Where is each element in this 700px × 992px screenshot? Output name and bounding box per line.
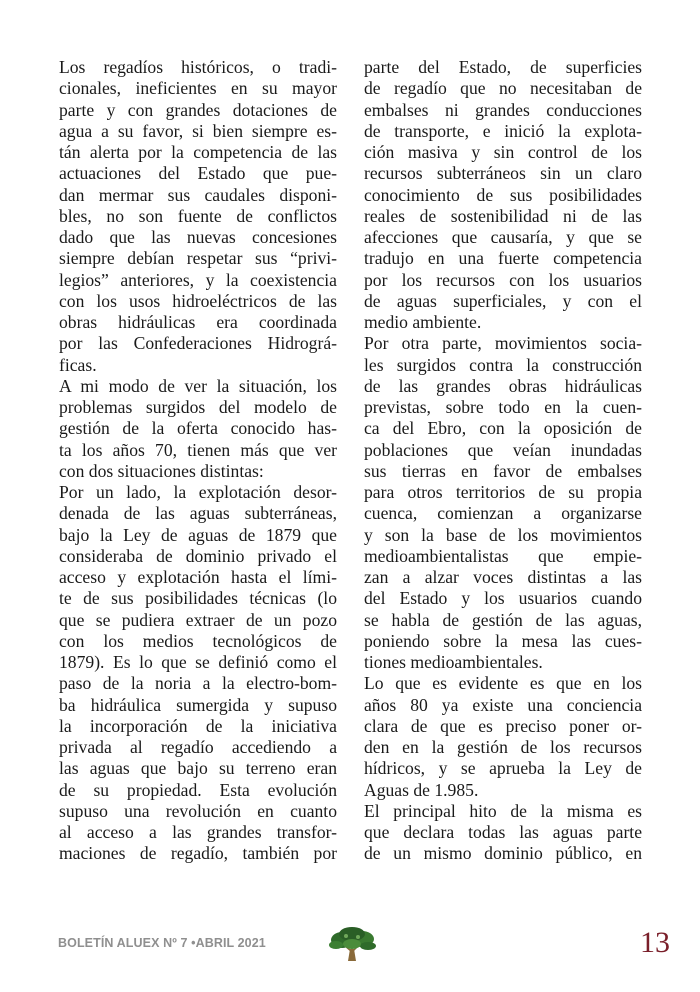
text-line: las aguas que bajo su terreno eran xyxy=(59,758,337,779)
text-line: años 80 ya existe una conciencia xyxy=(364,694,642,715)
text-line: con los usos hidroeléctricos de las xyxy=(59,290,337,311)
text-line: con los medios tecnológicos de xyxy=(59,630,337,651)
text-line: para otros territorios de su propia xyxy=(364,482,642,502)
text-line: de transporte, e inició la explota- xyxy=(364,120,642,141)
text-line: por las Confederaciones Hidrográ- xyxy=(59,333,337,354)
text-line: Aguas de 1.985. xyxy=(364,779,479,800)
text-line: ca del Ebro, con la oposición de xyxy=(364,418,642,439)
text-line: agua a su favor, si bien siempre es- xyxy=(59,120,337,141)
text-line: legios” anteriores, y la coexistencia xyxy=(59,269,337,290)
text-line: parte y con grandes dotaciones de xyxy=(59,99,337,120)
text-line: bajo la Ley de aguas de 1879 que xyxy=(59,524,337,545)
text-line: ta los años 70, tienen más que ver xyxy=(59,439,337,460)
text-line: El principal hito de la misma es xyxy=(364,800,642,821)
text-line: parte del Estado, de superficies xyxy=(364,57,642,77)
text-line: Por otra parte, movimientos socia- xyxy=(364,333,642,354)
text-line: Por un lado, la explotación desor- xyxy=(59,482,337,502)
text-line: poniendo sobre la mesa las cues- xyxy=(364,630,642,651)
text-line: con dos situaciones distintas: xyxy=(59,460,264,481)
text-line: y son la base de los movimientos xyxy=(364,524,642,545)
text-line: ba hidráulica sumergida y supuso xyxy=(59,694,337,715)
text-line: supuso una revolución en cuanto xyxy=(59,800,337,821)
text-line: de regadío que no necesitaban de xyxy=(364,78,642,99)
text-line: les surgidos contra la construcción xyxy=(364,354,642,375)
text-line: privada al regadío accediendo a xyxy=(59,737,337,757)
text-line: tradujo en una fuerte competencia xyxy=(364,248,642,269)
text-line: previstas, sobre todo en la cuen- xyxy=(364,397,642,417)
text-line: reales de sostenibilidad ni de las xyxy=(364,205,642,226)
text-line: del Estado y los usuarios cuando xyxy=(364,588,642,609)
text-line: de su propiedad. Esta evolución xyxy=(59,779,337,800)
text-line: conocimiento de sus posibilidades xyxy=(364,184,642,205)
tree-icon xyxy=(324,925,380,963)
text-line: paso de la noria a la electro-bom- xyxy=(59,673,337,694)
text-line: sus tierras en favor de embalses xyxy=(364,460,642,481)
text-line: embalses ni grandes conducciones xyxy=(364,99,642,120)
text-line: la incorporación de la iniciativa xyxy=(59,715,337,736)
text-line: Lo que es evidente es que en los xyxy=(364,673,642,694)
text-line: Los regadíos históricos, o tradi- xyxy=(59,57,337,77)
text-line: que se pudiera extraer de un pozo xyxy=(59,609,337,630)
text-line: problemas surgidos del modelo de xyxy=(59,397,337,417)
page-number: 13 xyxy=(640,926,670,959)
text-line: zan a alzar voces distintas a las xyxy=(364,567,642,587)
publication-footer: BOLETÍN ALUEX Nº 7 •ABRIL 2021 xyxy=(58,936,266,950)
text-line: de aguas superficiales, y con el xyxy=(364,290,642,311)
text-line: se habla de gestión de las aguas, xyxy=(364,609,642,630)
text-line: que declara todas las aguas parte xyxy=(364,822,642,842)
text-line: hídricos, y se aprueba la Ley de xyxy=(364,758,642,779)
text-line: de las grandes obras hidráulicas xyxy=(364,375,642,396)
text-line: denada de las aguas subterráneas, xyxy=(59,503,337,524)
text-line: den en la gestión de los recursos xyxy=(364,737,642,757)
text-line: cionales, ineficientes en su mayor xyxy=(59,78,337,99)
text-line: medio ambiente. xyxy=(364,312,482,332)
text-line: gestión de la oferta conocido has- xyxy=(59,418,337,439)
text-line: dado que las nuevas concesiones xyxy=(59,227,337,247)
text-line: ficas. xyxy=(59,354,97,375)
left-column xyxy=(59,57,337,865)
text-line: acceso y explotación hasta el lími- xyxy=(59,567,337,587)
text-line: siempre debían respetar sus “privi- xyxy=(59,248,337,269)
text-line: 1879). Es lo que se definió como el xyxy=(59,652,337,672)
text-line: consideraba de dominio privado el xyxy=(59,545,337,566)
text-line: dan mermar sus caudales disponi- xyxy=(59,184,337,205)
text-line: tiones medioambientales. xyxy=(364,652,543,672)
right-column xyxy=(364,57,642,865)
text-line: medioambientalistas que empie- xyxy=(364,545,642,566)
text-line: A mi modo de ver la situación, los xyxy=(59,375,337,396)
text-line: tán alerta por la competencia de las xyxy=(59,142,337,162)
text-line: recursos subterráneos sin un claro xyxy=(364,163,642,184)
text-line: clara de que es preciso poner or- xyxy=(364,715,642,736)
text-line: al acceso a las grandes transfor- xyxy=(59,822,337,842)
text-line: afecciones que causaría, y que se xyxy=(364,227,642,247)
text-line: cuenca, comienzan a organizarse xyxy=(364,503,642,524)
text-line: actuaciones del Estado que pue- xyxy=(59,163,337,184)
text-line: obras hidráulicas era coordinada xyxy=(59,312,337,332)
text-line: bles, no son fuente de conflictos xyxy=(59,205,337,226)
text-line: te de sus posibilidades técnicas (lo xyxy=(59,588,337,609)
text-line: poblaciones que veían inundadas xyxy=(364,439,642,460)
text-line: ción masiva y sin control de los xyxy=(364,142,642,162)
text-line: por los recursos con los usuarios xyxy=(364,269,642,290)
text-line: maciones de regadío, también por xyxy=(59,843,337,864)
text-line: de un mismo dominio público, en xyxy=(364,843,642,864)
